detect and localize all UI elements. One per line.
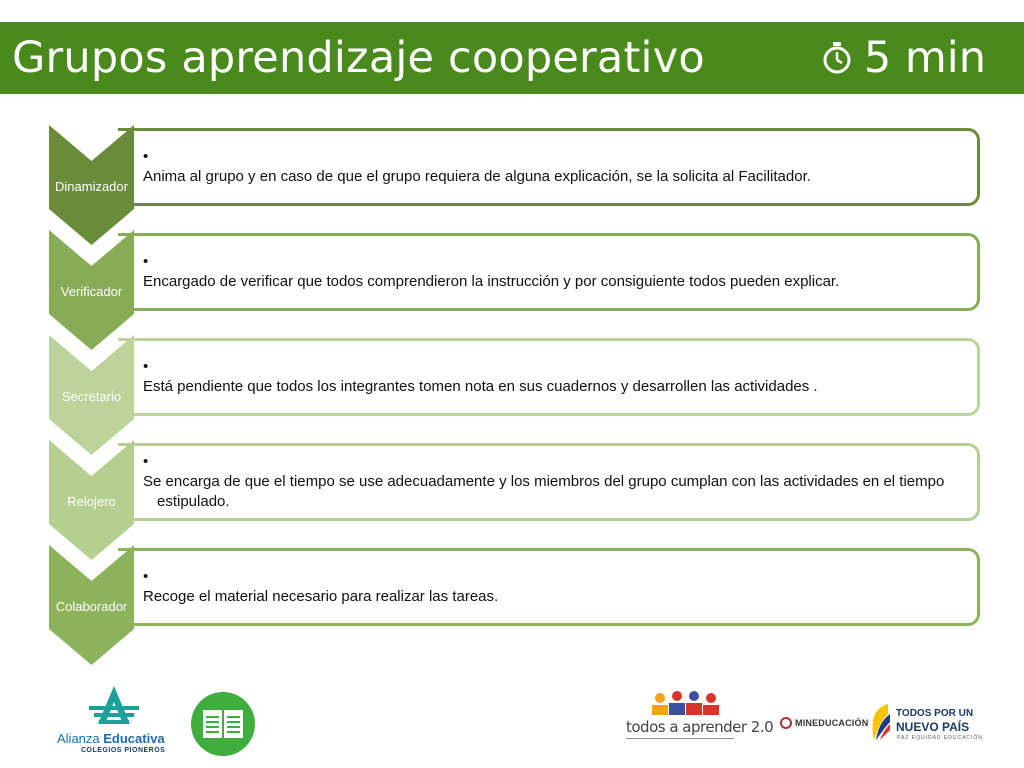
alianza-educativa-logo: [55, 682, 175, 760]
role-description-box: [118, 233, 980, 311]
role-description: • Encargado de verificar que todos comprendieron la instrucción y por consiguiente todos pueden explicar.: [143, 236, 953, 308]
book-badge: [191, 692, 255, 756]
role-description: • Se encarga de que el tiempo se use adecuadamente y los miembros del grupo cumplan con las actividades en el tiempo estipulado.: [143, 446, 953, 518]
role-name: Dinamizador: [55, 179, 128, 194]
role-description-box: [118, 443, 980, 521]
todos-por-un-nuevo-pais-logo: [868, 698, 983, 746]
timer-label: 5 min: [863, 33, 986, 83]
todos-underline: [626, 738, 734, 741]
shield-icon: [780, 717, 792, 729]
role-name: Relojero: [67, 494, 116, 509]
pais-line1: TODOS POR UN: [896, 708, 974, 719]
colombia-flag-icon: [868, 700, 892, 744]
alianza-subtitle: COLEGIOS PIONEROS: [81, 747, 166, 754]
role-description: • Recoge el material necesario para realizar las tareas.: [143, 551, 953, 623]
alianza-emblem-icon: [83, 684, 145, 732]
pais-line3: PAZ EQUIDAD EDUCACIÓN: [897, 735, 983, 741]
mineducacion-logo: [780, 712, 868, 734]
role-description-box: [118, 128, 980, 206]
todos-a-aprender-logo: [622, 690, 774, 750]
todos-a-aprender-emblem-icon: [646, 690, 726, 720]
alianza-name: Alianza Educativa: [57, 731, 165, 746]
role-name: Verificador: [60, 284, 123, 299]
role-name: Secretario: [61, 389, 122, 404]
role-description: • Anima al grupo y en caso de que el grupo requiera de alguna explicación, se la solicita al Facilitador.: [143, 131, 953, 203]
role-description-box: [118, 548, 980, 626]
slide-title: Grupos aprendizaje cooperativo: [12, 33, 705, 83]
role-description-box: [118, 338, 980, 416]
mineducacion-text: MINEDUCACIÓN: [795, 718, 869, 728]
role-description: • Está pendiente que todos los integrantes tomen nota en sus cuadernos y desarrollen las actividades .: [143, 341, 953, 413]
open-book-icon: [201, 706, 245, 742]
role-name: Colaborador: [55, 599, 128, 614]
todos-a-aprender-text: todos a aprender 2.0: [626, 718, 774, 736]
pais-line2: NUEVO PAÍS: [896, 720, 970, 734]
